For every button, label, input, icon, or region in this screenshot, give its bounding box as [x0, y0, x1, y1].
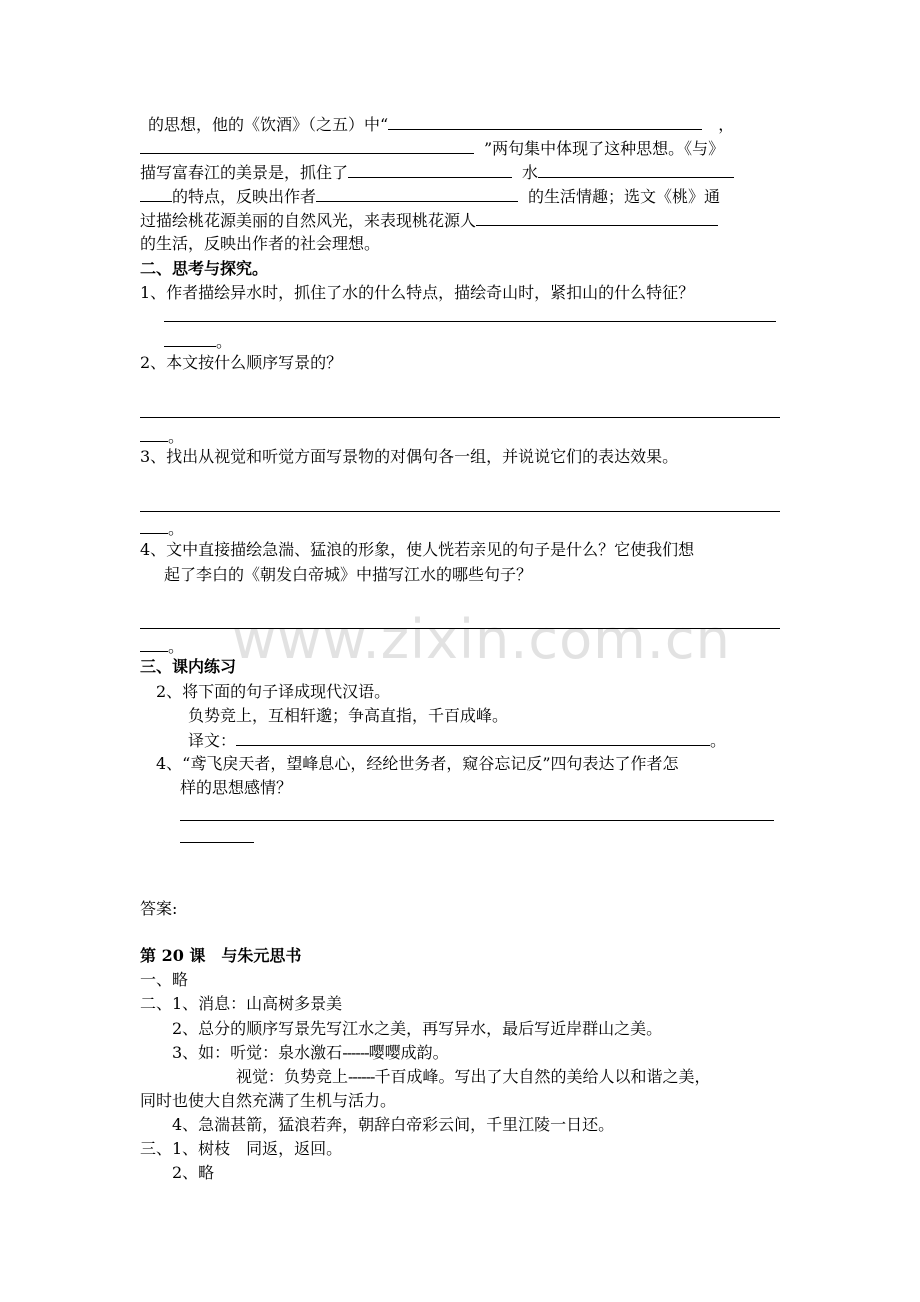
- blank[interactable]: [140, 517, 168, 534]
- question-3-2-sentence: 负势竞上，互相轩邈；争高直指，千百成峰。: [188, 706, 509, 725]
- answer-2-3-hearing-b: 嘤嘤成韵。: [368, 1043, 449, 1062]
- question-2-4b: 起了李白的《朝发白帝城》中描写江水的哪些句子？: [164, 565, 533, 584]
- fill-line-4: [140, 185, 720, 208]
- translation-row: [188, 729, 726, 752]
- answer-2-3c: 同时也使大自然充满了生机与活力。: [140, 1091, 397, 1110]
- period: 。: [168, 427, 185, 446]
- answer-line[interactable]: [140, 628, 780, 629]
- section-3-heading: 三、课内练习: [140, 657, 237, 676]
- answer-line-end: [140, 635, 184, 658]
- question-2-3: 3、找出从视觉和听觉方面写景物的对偶句各一组，并说说它们的表达效果。: [140, 447, 679, 466]
- blank[interactable]: [316, 185, 518, 202]
- watermark: www.zixin.com.cn: [232, 608, 731, 671]
- answer-2-3-vision: 视觉：负势竞上: [236, 1067, 349, 1086]
- question-2-2: 2、本文按什么顺序写景的？: [140, 353, 343, 372]
- dash: ------: [342, 1043, 369, 1062]
- translation-label: 译文：: [188, 731, 237, 750]
- question-2-1: 1、作者描绘异水时，抓住了水的什么特点，描绘奇山时，紧扣山的什么特征？: [140, 283, 695, 302]
- fill-line-2: [140, 137, 724, 160]
- fill-line-5-text: 过描绘桃花源美丽的自然风光，来表现桃花源人: [140, 211, 477, 230]
- answer-line-end: [140, 517, 184, 540]
- answer-line-end: [140, 425, 184, 448]
- answer-2-4: 4、急湍甚箭，猛浪若奔，朝辞白帝彩云间，千里江陵一日还。: [172, 1115, 615, 1134]
- blank[interactable]: [348, 161, 512, 178]
- answer-line-end[interactable]: [180, 842, 254, 843]
- answers-label: 答案:: [140, 899, 178, 918]
- blank[interactable]: [388, 113, 702, 130]
- answer-2-1: 二、1、消息：山高树多景美: [140, 994, 343, 1013]
- fill-line-1-comma: ，: [718, 115, 735, 134]
- blank[interactable]: [140, 635, 168, 652]
- period: 。: [710, 731, 727, 750]
- fill-line-4-text-b: 的生活情趣；选文《桃》通: [528, 187, 721, 206]
- answer-1: 一、略: [140, 970, 189, 989]
- answer-line[interactable]: [164, 321, 776, 322]
- section-2-heading: 二、思考与探究。: [140, 259, 269, 278]
- fill-line-2-text: ”两句集中体现了这种思想。《与》: [484, 139, 725, 158]
- fill-line-1: [148, 113, 734, 136]
- fill-line-3: [140, 161, 734, 184]
- period: 。: [168, 519, 185, 538]
- answer-2-2: 2、总分的顺序写景先写江水之美，再写异水，最后写近岸群山之美。: [172, 1019, 663, 1038]
- answer-3-2: 2、略: [172, 1163, 215, 1182]
- fill-line-5: [140, 209, 718, 232]
- question-2-4a: 4、文中直接描绘急湍、猛浪的形象，使人恍若亲见的句子是什么？它使我们想: [140, 540, 695, 559]
- question-3-2: 2、将下面的句子译成现代汉语。: [156, 682, 391, 701]
- answer-line[interactable]: [140, 511, 780, 512]
- answer-3-1: 三、1、树枝 同返，返回。: [140, 1139, 343, 1158]
- answer-line-end: [164, 330, 232, 353]
- answer-2-3b: [236, 1066, 710, 1088]
- answer-2-3-hearing: 3、如：听觉：泉水激石: [172, 1043, 343, 1062]
- blank[interactable]: [164, 330, 216, 347]
- answer-2-3-vision-b: 千百成峰。写出了大自然的美给人以和谐之美，: [374, 1067, 711, 1086]
- blank[interactable]: [140, 425, 168, 442]
- blank[interactable]: [476, 209, 718, 226]
- question-3-4b: 样的思想感情？: [180, 778, 293, 797]
- period: 。: [168, 637, 185, 656]
- dash: ------: [348, 1067, 375, 1086]
- question-3-4a: 4、“鸢飞戾天者，望峰息心，经纶世务者，窥谷忘记反”四句表达了作者怎: [156, 754, 679, 773]
- blank[interactable]: [140, 185, 172, 202]
- blank[interactable]: [140, 137, 474, 154]
- lesson-title: 第 20 课 与朱元思书: [140, 946, 302, 965]
- fill-line-1-text: 的思想，他的《饮酒》（之五）中“: [148, 115, 389, 134]
- fill-line-3-text: 描写富春江的美景是，抓住了: [140, 163, 349, 182]
- answer-2-3a: [172, 1042, 449, 1064]
- answer-line[interactable]: [180, 820, 774, 821]
- fill-line-4-text: 的特点，反映出作者: [172, 187, 317, 206]
- answer-line[interactable]: [140, 417, 780, 418]
- fill-line-3-water: 水: [522, 163, 539, 182]
- blank[interactable]: [538, 161, 734, 178]
- fill-line-6: 的生活，反映出作者的社会理想。: [140, 234, 381, 253]
- period: 。: [216, 332, 233, 351]
- translation-blank[interactable]: [236, 729, 710, 746]
